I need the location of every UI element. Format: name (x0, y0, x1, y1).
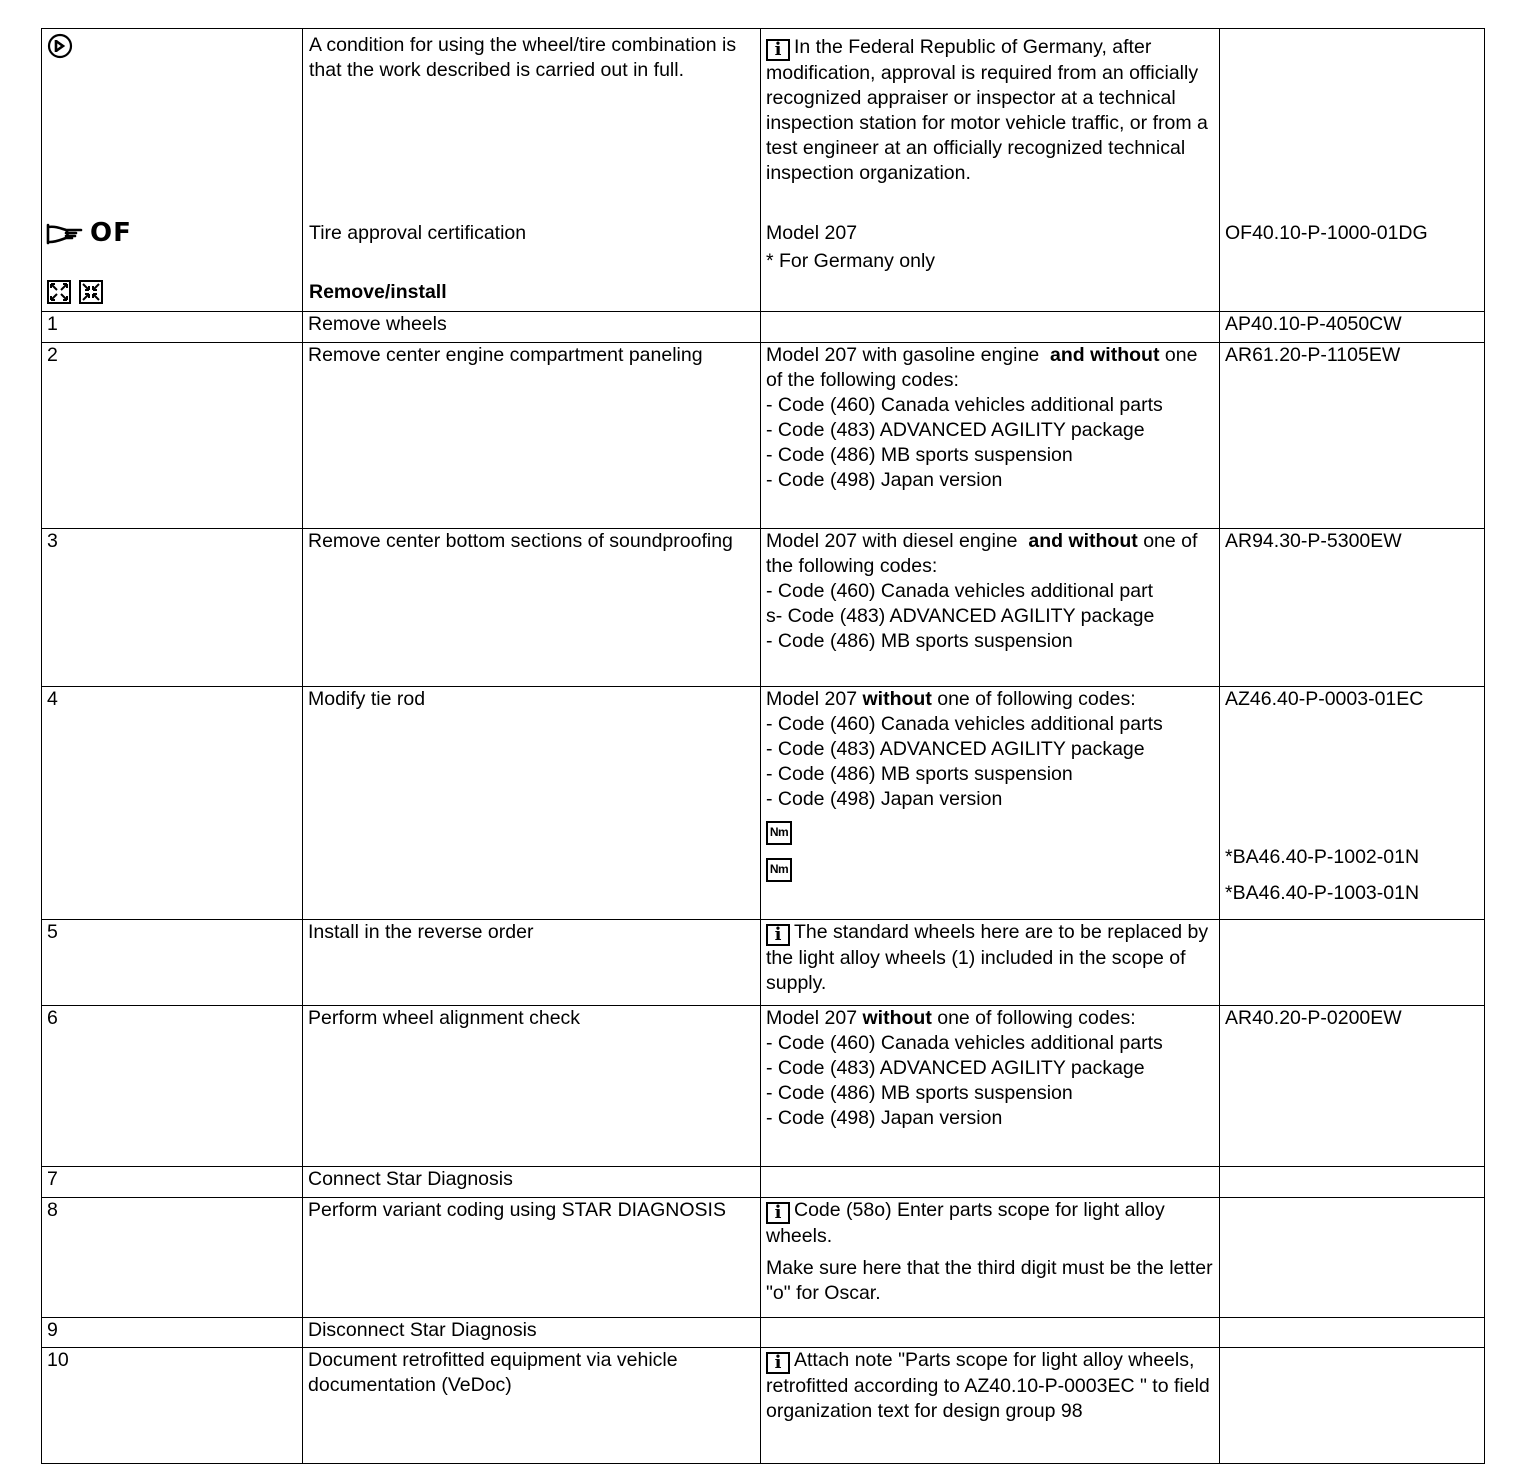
hand-of-icon (46, 218, 132, 248)
step-ref (1220, 687, 1485, 920)
code-item: - Code (483) ADVANCED AGILITY package (766, 1057, 1145, 1079)
step-number: 5 (42, 920, 303, 1006)
step-number: 4 (42, 687, 303, 920)
header-icons-cell (42, 29, 303, 312)
torque-icon: Nm (766, 858, 792, 882)
step-number: 3 (42, 529, 303, 687)
torque-ref[interactable]: *BA46.40-P-1003-01N (1225, 882, 1420, 904)
step-row (42, 1348, 1485, 1464)
notice-text: A condition for using the wheel/tire combination is that the work described is carried out in full. (309, 34, 737, 81)
code-item: - Code (486) MB sports suspension (766, 630, 1073, 652)
step-row (42, 1198, 1485, 1318)
step-number: 7 (42, 1167, 303, 1198)
step-ref (1220, 1348, 1485, 1464)
tire-cert-ref: OF40.10-P-1000-01DG (1225, 222, 1428, 244)
code-item: - Code (486) MB sports suspension (766, 763, 1073, 785)
step-task: Remove center engine compartment paneling (303, 343, 761, 529)
ref-link[interactable]: AZ46.40-P-0003-01EC (1225, 688, 1424, 710)
step-number: 9 (42, 1318, 303, 1348)
step-number: 1 (42, 312, 303, 343)
step-condition (761, 1167, 1220, 1198)
install-icon (79, 280, 103, 304)
step-task: Remove wheels (303, 312, 761, 343)
info-icon: i (766, 924, 790, 946)
step-ref (1220, 1167, 1485, 1198)
step-info: i Code (58o) Enter parts scope for light alloy wheels. Make sure here that the third digit must be the letter "o" for Oscar. (761, 1198, 1220, 1318)
step-condition: Model 207 with gasoline engine and without one of the following codes: - Code (460) Canada vehicles additional parts - Code (483) ADVANCED AGILITY package - Code (486) MB sports suspension - Code (498) Japan version (761, 343, 1220, 529)
code-item: - Code (498) Japan version (766, 788, 1003, 810)
step-condition: Model 207 without one of following codes: - Code (460) Canada vehicles additional parts - Code (483) ADVANCED AGILITY package - Code (486) MB sports suspension - Code (498) Japan version Nm Nm (761, 687, 1220, 920)
step-row (42, 1167, 1485, 1198)
step-number: 2 (42, 343, 303, 529)
code-item: - Code (498) Japan version (766, 1107, 1003, 1129)
step-task: Modify tie rod (303, 687, 761, 920)
step-task: Document retrofitted equipment via vehicle documentation (VeDoc) (303, 1348, 761, 1464)
section-title: Remove/install (309, 281, 447, 303)
remove-icon (47, 280, 71, 304)
step-task: Install in the reverse order (303, 920, 761, 1006)
step-info: i Attach note "Parts scope for light alloy wheels, retrofitted according to AZ40.10-P-0003EC " to field organization text for design group 98 (761, 1348, 1220, 1464)
tire-cert-label: Tire approval certification (309, 222, 527, 244)
step-ref: AR61.20-P-1105EW (1220, 343, 1485, 529)
header-text-cell (303, 29, 761, 312)
step-ref[interactable]: AR40.20-P-0200EW (1220, 1006, 1485, 1167)
procedure-table (41, 28, 1485, 1464)
step-row (42, 312, 1485, 343)
step-ref (1220, 920, 1485, 1006)
step-condition (761, 1318, 1220, 1348)
info-extra: Make sure here that the third digit must be the letter "o" for Oscar. (766, 1257, 1213, 1304)
step-number: 6 (42, 1006, 303, 1167)
notice-icon (47, 33, 73, 59)
step-row (42, 920, 1485, 1006)
info-icon: i (766, 1352, 790, 1374)
step-row (42, 1318, 1485, 1348)
step-ref (1220, 1198, 1485, 1318)
step-condition: Model 207 without one of following codes: - Code (460) Canada vehicles additional parts - Code (483) ADVANCED AGILITY package - Code (486) MB sports suspension - Code (498) Japan version (761, 1006, 1220, 1167)
code-item: - Code (483) ADVANCED AGILITY package (766, 419, 1145, 441)
code-item: - Code (460) Canada vehicles additional parts (766, 713, 1163, 735)
step-row (42, 1006, 1485, 1167)
code-item: - Code (460) Canada vehicles additional parts (766, 1032, 1163, 1054)
code-item: - Code (486) MB sports suspension (766, 444, 1073, 466)
code-item: - Code (486) MB sports suspension (766, 1082, 1073, 1104)
step-number: 8 (42, 1198, 303, 1318)
code-item: s- Code (483) ADVANCED AGILITY package (766, 605, 1155, 627)
step-task: Disconnect Star Diagnosis (303, 1318, 761, 1348)
step-row (42, 529, 1485, 687)
step-row (42, 343, 1485, 529)
step-condition: Model 207 with diesel engine and without one of the following codes: - Code (460) Canada vehicles additional part s- Code (483) ADVANCED AGILITY package - Code (486) MB sports suspension (761, 529, 1220, 687)
info-icon: i (766, 1202, 790, 1224)
step-ref: AR94.30-P-5300EW (1220, 529, 1485, 687)
step-ref (1220, 1318, 1485, 1348)
step-condition (761, 312, 1220, 343)
step-info: i The standard wheels here are to be replaced by the light alloy wheels (1) included in the scope of supply. (761, 920, 1220, 1006)
step-task: Perform variant coding using STAR DIAGNOSIS (303, 1198, 761, 1318)
header-row (42, 29, 1485, 312)
step-number: 10 (42, 1348, 303, 1464)
germany-approval-note: i In the Federal Republic of Germany, after modification, approval is required from an officially recognized appraiser or inspector at a technical inspection station for motor vehicle traffic, or from a test engineer at an officially recognized technical inspection organization. (766, 36, 1208, 184)
step-task: Connect Star Diagnosis (303, 1167, 761, 1198)
header-notes-cell (761, 29, 1220, 312)
step-task: Remove center bottom sections of soundproofing (303, 529, 761, 687)
header-ref-cell (1220, 29, 1485, 312)
step-ref: AP40.10-P-4050CW (1220, 312, 1485, 343)
tire-cert-note: * For Germany only (766, 250, 936, 272)
step-row (42, 687, 1485, 920)
info-icon: i (766, 39, 790, 61)
code-item: - Code (460) Canada vehicles additional part (766, 580, 1153, 602)
torque-icon: Nm (766, 821, 792, 845)
step-task: Perform wheel alignment check (303, 1006, 761, 1167)
torque-ref[interactable]: *BA46.40-P-1002-01N (1225, 846, 1420, 868)
code-item: - Code (498) Japan version (766, 469, 1003, 491)
tire-cert-model: Model 207 (766, 222, 858, 244)
of-label: OF (90, 218, 132, 248)
code-item: - Code (460) Canada vehicles additional parts (766, 394, 1163, 416)
code-item: - Code (483) ADVANCED AGILITY package (766, 738, 1145, 760)
